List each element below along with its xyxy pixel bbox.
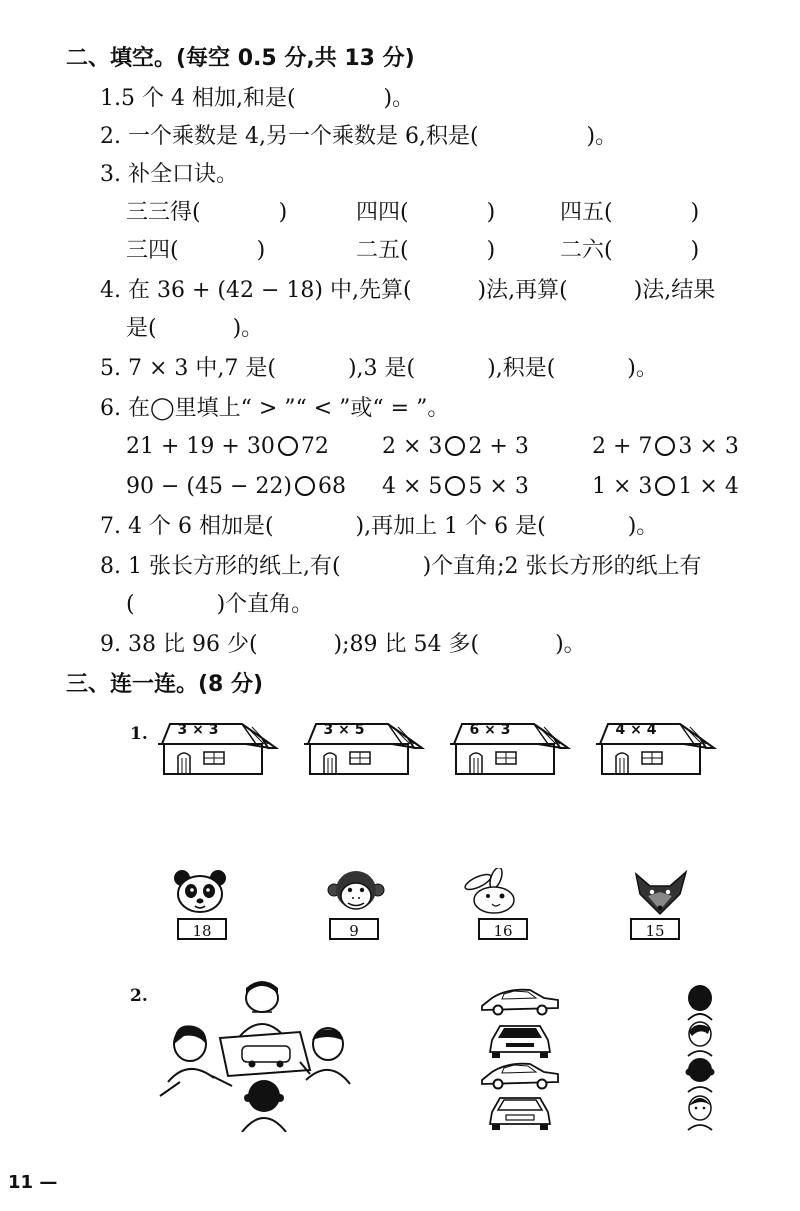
part1-label: 1. bbox=[130, 724, 148, 744]
compare-circle[interactable] bbox=[278, 436, 298, 456]
q6-item-3: 2 + 7 3 × 3 bbox=[592, 434, 739, 459]
q3-item-5: 二五( ) bbox=[356, 238, 496, 263]
part2-label: 2. bbox=[130, 986, 148, 1006]
car-front-view-1 bbox=[490, 1026, 550, 1058]
child-front-view bbox=[688, 1096, 712, 1130]
question-3-title: 3. 补全口诀。 bbox=[100, 162, 238, 187]
q6-item-6: 1 × 3 1 × 4 bbox=[592, 474, 739, 499]
q3-item-1: 三三得( ) bbox=[126, 200, 288, 225]
children-views-column[interactable] bbox=[680, 984, 720, 1132]
section2-heading: 二、填空。(每空 0.5 分,共 13 分) bbox=[66, 46, 415, 71]
question-8-cont: ( )个直角。 bbox=[126, 592, 314, 617]
number-box[interactable]: 18 bbox=[177, 918, 227, 940]
q3-item-4: 三四( ) bbox=[126, 238, 266, 263]
question-7: 7. 4 个 6 相加是( ),再加上 1 个 6 是( )。 bbox=[100, 514, 659, 539]
compare-circle[interactable] bbox=[295, 476, 315, 496]
question-4-cont: 是( )。 bbox=[126, 316, 264, 341]
q3-item-3: 四五( ) bbox=[560, 200, 700, 225]
child-back-view-2 bbox=[686, 1058, 715, 1092]
house-label: 6 × 3 bbox=[469, 722, 511, 738]
compare-circle[interactable] bbox=[445, 476, 465, 496]
children-around-table-illustration[interactable] bbox=[150, 978, 380, 1132]
compare-circle[interactable] bbox=[445, 436, 465, 456]
house-1[interactable] bbox=[152, 718, 280, 780]
question-2: 2. 一个乘数是 4,另一个乘数是 6,积是( )。 bbox=[100, 124, 618, 149]
rabbit-icon[interactable] bbox=[462, 868, 522, 916]
car-side-view-2 bbox=[482, 1064, 558, 1089]
panda-icon[interactable] bbox=[170, 868, 230, 916]
house-label: 3 × 3 bbox=[177, 722, 219, 738]
number-box[interactable]: 9 bbox=[329, 918, 379, 940]
house-3[interactable] bbox=[444, 718, 572, 780]
question-1: 1.5 个 4 相加,和是( )。 bbox=[100, 86, 415, 111]
q2-text: 2. 一个乘数是 4,另一个乘数是 6,积是( bbox=[100, 124, 479, 149]
q6-item-1: 21 + 19 + 30 72 bbox=[126, 434, 329, 459]
monkey-icon[interactable] bbox=[326, 868, 386, 916]
car-side-view-1 bbox=[482, 990, 558, 1015]
house-label: 3 × 5 bbox=[323, 722, 365, 738]
number-box[interactable]: 16 bbox=[478, 918, 528, 940]
q3-item-2: 四四( ) bbox=[356, 200, 496, 225]
question-4: 4. 在 36 + (42 − 18) 中,先算( )法,再算( )法,结果 bbox=[100, 278, 716, 303]
compare-circle[interactable] bbox=[655, 436, 675, 456]
child-back-view bbox=[688, 985, 712, 1020]
fox-icon[interactable] bbox=[630, 868, 690, 916]
compare-circle[interactable] bbox=[655, 476, 675, 496]
question-6-title: 6. 在◯里填上“ > ”“ < ”或“ = ”。 bbox=[100, 396, 450, 421]
page-number: 11 — bbox=[8, 1172, 58, 1193]
car-front-view-2 bbox=[490, 1098, 550, 1130]
question-8: 8. 1 张长方形的纸上,有( )个直角;2 张长方形的纸上有 bbox=[100, 554, 702, 579]
q6-item-5: 4 × 5 5 × 3 bbox=[382, 474, 529, 499]
house-label: 4 × 4 bbox=[615, 722, 657, 738]
house-4[interactable] bbox=[590, 718, 718, 780]
section3-heading: 三、连一连。(8 分) bbox=[66, 672, 264, 697]
question-9: 9. 38 比 96 少( );89 比 54 多( )。 bbox=[100, 632, 586, 657]
cars-views-column[interactable] bbox=[478, 986, 562, 1132]
q6-item-4: 90 − (45 − 22) 68 bbox=[126, 474, 346, 499]
q3-item-6: 二六( ) bbox=[560, 238, 700, 263]
child-side-view bbox=[688, 1022, 712, 1056]
q1-text: 1.5 个 4 相加,和是( bbox=[100, 86, 296, 111]
number-box[interactable]: 15 bbox=[630, 918, 680, 940]
house-2[interactable] bbox=[298, 718, 426, 780]
question-5: 5. 7 × 3 中,7 是( ),3 是( ),积是( )。 bbox=[100, 356, 658, 381]
q6-item-2: 2 × 3 2 + 3 bbox=[382, 434, 529, 459]
